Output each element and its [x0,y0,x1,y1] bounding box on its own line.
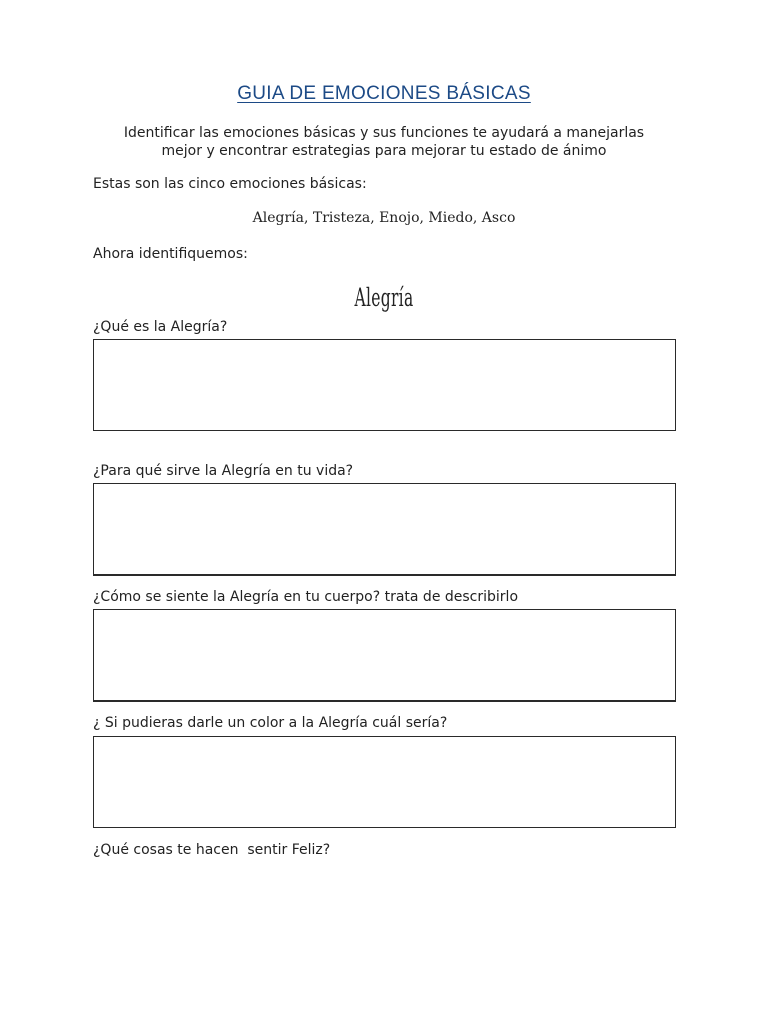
worksheet-title: GUIA DE EMOCIONES BÁSICAS [237,83,531,104]
question-label-1: ¿Qué es la Alegría? [93,319,228,335]
answer-box-3[interactable] [93,609,676,702]
prompt-text: Ahora identifiquemos: [93,246,248,262]
answer-box-4[interactable] [93,736,676,828]
answer-box-2[interactable] [93,483,676,576]
emotions-list: Alegría, Tristeza, Enojo, Miedo, Asco [252,210,516,226]
basics-lead-text: Estas son las cinco emociones básicas: [93,176,367,192]
question-label-3: ¿Cómo se siente la Alegría en tu cuerpo? trata de describirlo [93,589,519,605]
answer-box-1[interactable] [93,339,676,431]
intro-paragraph [100,124,668,160]
intro-line-1: Identificar las emociones básicas y sus funciones te ayudará a manejarlas [123,125,645,141]
question-label-2: ¿Para qué sirve la Alegría en tu vida? [93,463,354,479]
question-label-4: ¿ Si pudieras darle un color a la Alegría cuál sería? [93,715,448,731]
question-label-5: ¿Qué cosas te hacen sentir Feliz? [93,842,331,858]
section-title: Alegría [354,283,414,312]
intro-line-2: mejor y encontrar estrategias para mejorar tu estado de ánimo [161,143,607,159]
